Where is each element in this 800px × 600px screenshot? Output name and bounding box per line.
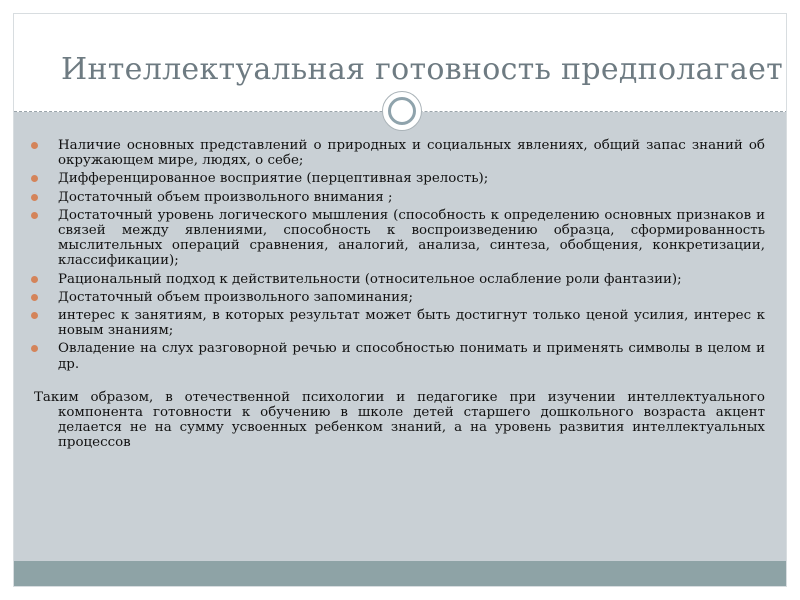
slide-title: Интеллектуальная готовность предполагает	[61, 52, 784, 87]
bullet-text: Овладение на слух разговорной речью и способностью понимать и применять символы в целом и др.	[58, 341, 765, 372]
bullet-text: Рациональный подход к действительности (относительное ослабление роли фантазии);	[58, 271, 682, 287]
bullet-item	[30, 138, 765, 168]
circle-ornament-icon	[382, 91, 422, 131]
bullet-list	[30, 138, 765, 372]
bullet-text: Достаточный объем произвольного запоминания;	[58, 289, 414, 305]
bullet-item	[30, 190, 765, 205]
bullet-item	[30, 290, 765, 305]
bullet-text: Наличие основных представлений о природных и социальных явлениях, общий запас знаний об окружающем мире, людях, о себе;	[58, 138, 765, 169]
bullet-item	[30, 341, 765, 371]
bullet-item	[30, 308, 765, 338]
conclusion-paragraph: Таким образом, в отечественной психологии и педагогике при изучении интеллектуального компонента готовности к обучению в школе детей старшего дошкольного возраста акцент делается не на сумму усвоенных ребенком знаний, а на уровень развития интеллектуальных процессов	[34, 389, 765, 451]
footer-bar	[14, 561, 787, 587]
bullet-item	[30, 272, 765, 287]
bullet-dot-icon	[31, 294, 38, 301]
slide-content	[30, 138, 765, 451]
bullet-text: Достаточный уровень логического мышления (способность к определению основных признаков и связей между явлениями, способность к воспроизведению образца, сформированность мыслительных операций сравнения, аналогий, анализа, синтеза, обобщения, конкретизации, классификации);	[58, 207, 765, 269]
bullet-text: Дифференцированное восприятие (перцептивная зрелость);	[58, 171, 489, 187]
bullet-text: интерес к занятиям, в которых результат может быть достигнут только ценой усилия, интерес к новым знаниям;	[58, 308, 765, 339]
bullet-text: Достаточный объем произвольного внимания ;	[58, 189, 393, 205]
bullet-dot-icon	[31, 175, 38, 182]
bullet-dot-icon	[31, 345, 38, 352]
bullet-dot-icon	[31, 194, 38, 201]
bullet-item	[30, 208, 765, 269]
bullet-dot-icon	[31, 212, 38, 219]
bullet-dot-icon	[31, 142, 38, 149]
bullet-dot-icon	[31, 312, 38, 319]
bullet-item	[30, 171, 765, 186]
bullet-dot-icon	[31, 276, 38, 283]
slide	[13, 13, 787, 587]
